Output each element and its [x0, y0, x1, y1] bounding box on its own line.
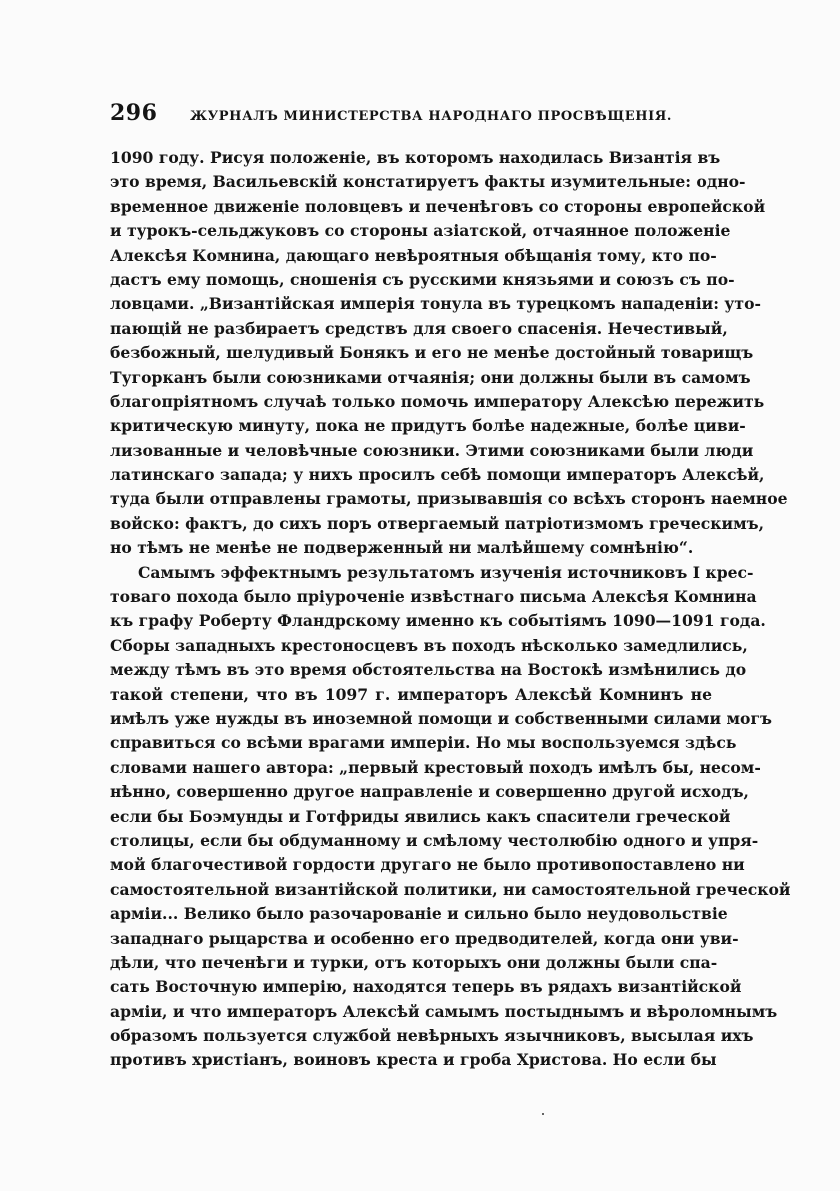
text-line: западнаго рыцарства и особенно его предводителей, когда они уви- — [110, 928, 739, 948]
text-line: латинскаго запада; у нихъ просилъ себѣ помощи императоръ Алексѣй, — [110, 465, 765, 485]
text-line: нѣнно, совершенно другое направленіе и совершенно другой исходъ, — [110, 782, 749, 802]
text-line: столицы, если бы обдуманному и смѣлому честолюбію одного и упря- — [110, 830, 759, 850]
text-line: противъ христіанъ, воиновъ креста и гроба Христова. Но если бы — [110, 1050, 717, 1070]
text-line: Самымъ эффектнымъ результатомъ изученія источниковъ I крес- — [138, 562, 754, 582]
text-line: имѣлъ уже нужды въ иноземной помощи и собственными силами могъ — [110, 708, 772, 728]
text-line: ловцами. „Византійская имперія тонула въ турецкомъ нападеніи: уто- — [110, 294, 761, 314]
text-line: безбожный, шелудивый Бонякъ и его не менѣе достойный товарищъ — [110, 343, 754, 363]
running-title: ЖУРНАЛЪ МИНИСТЕРСТВА НАРОДНАГО ПРОСВѢЩЕНІЯ. — [190, 109, 673, 124]
paragraph-2 — [110, 561, 791, 1073]
text-line: Тугорканъ были союзниками отчаянія; они должны были въ самомъ — [110, 367, 751, 387]
text-line: но тѣмъ не менѣе не подверженный ни малѣйшему сомнѣнію“. — [110, 538, 694, 558]
text-line: дастъ ему помощь, сношенія съ русскими князьями и союзъ съ по- — [110, 269, 735, 289]
text-line: образомъ пользуется службой невѣрныхъ язычниковъ, высылая ихъ — [110, 1026, 754, 1046]
text-line: самостоятельной византійской политики, ни самостоятельной греческой — [110, 879, 791, 899]
text-line: туда были отправлены грамоты, призывавшія со всѣхъ сторонъ наемное — [110, 489, 788, 509]
text-line: словами нашего автора: „первый крестовый походъ имѣлъ бы, несом- — [110, 757, 761, 777]
text-line: Алексѣя Комнина, дающаго невѣроятныя обѣщанія тому, кто по- — [110, 245, 717, 265]
text-line: къ графу Роберту Фландрскому именно къ событіямъ 1090—1091 года. — [110, 611, 766, 631]
text-line: временное движеніе половцевъ и печенѣговъ со стороны европейской — [110, 196, 766, 216]
text-line: мой благочестивой гордости другаго не было противопоставлено ни — [110, 855, 745, 875]
text-line: лизованные и человѣчные союзники. Этими союзниками были люди — [110, 440, 754, 460]
text-line: Сборы западныхъ крестоносцевъ въ походъ нѣсколько замедлились, — [110, 635, 748, 655]
page-header — [110, 100, 720, 130]
page-number: 296 — [110, 100, 158, 126]
text-line: между тѣмъ въ это время обстоятельства на Востокѣ измѣнились до — [110, 660, 747, 680]
text-line: если бы Боэмунды и Готфриды явились какъ спасители греческой — [110, 806, 731, 826]
paragraph-1 — [110, 146, 788, 561]
text-line: и турокъ-сельджуковъ со стороны азіатской, отчаянное положеніе — [110, 221, 731, 241]
text-line: справиться со всѣми врагами имперіи. Но мы воспользуемся здѣсь — [110, 733, 737, 753]
text-line: благопріятномъ случаѣ только помочь императору Алексѣю пережить — [110, 391, 765, 411]
text-line: дѣли, что печенѣги и турки, отъ которыхъ они должны были спа- — [110, 952, 718, 972]
text-line: арміи... Велико было разочарованіе и сильно было неудовольствіе — [110, 904, 728, 924]
text-line: пающій не разбираетъ средствъ для своего спасенія. Нечестивый, — [110, 318, 728, 338]
body-text — [110, 146, 791, 1073]
scan-speck — [542, 1113, 544, 1115]
text-line: войско: фактъ, до сихъ поръ отвергаемый патріотизмомъ греческимъ, — [110, 513, 765, 533]
text-line: сать Восточную имперію, находятся теперь въ рядахъ византійской — [110, 977, 742, 997]
text-line: 1090 году. Рисуя положеніе, въ которомъ находилась Византія въ — [110, 148, 721, 167]
text-line: арміи, и что императоръ Алексѣй самымъ постыднымъ и вѣроломнымъ — [110, 1001, 778, 1021]
text-line: товаго похода было пріуроченіе извѣстнаго письма Алексѣя Комнина — [110, 587, 757, 607]
text-line: такой степени, что въ 1097 г. императоръ Алексѣй Комнинъ не — [110, 684, 712, 704]
text-line: это время, Васильевскій констатируетъ факты изумительные: одно- — [110, 172, 746, 192]
text-line: критическую минуту, пока не придутъ болѣе надежные, болѣе циви- — [110, 416, 746, 436]
